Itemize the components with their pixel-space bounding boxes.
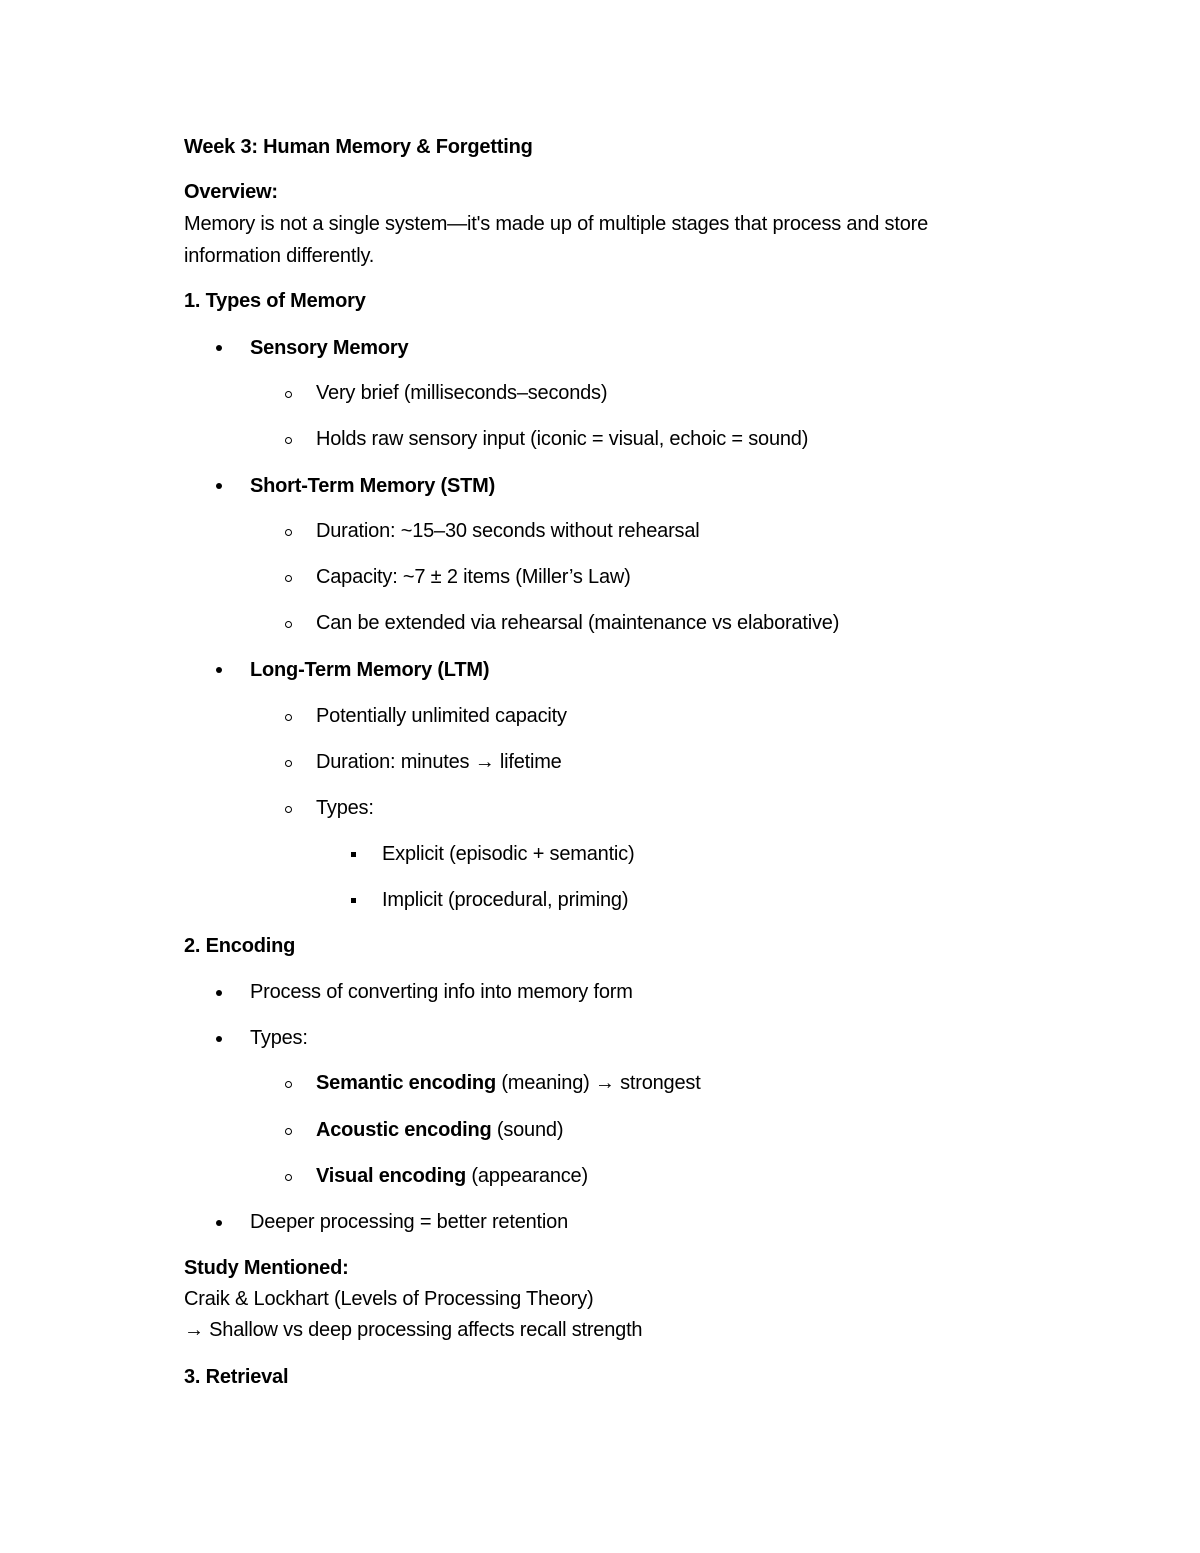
list-item: Potentially unlimited capacity bbox=[316, 705, 567, 727]
bullet-circle bbox=[285, 806, 292, 813]
list-item: Implicit (procedural, priming) bbox=[382, 889, 629, 911]
study-line-1: Craik & Lockhart (Levels of Processing Theory) bbox=[184, 1288, 594, 1310]
list-item: Types: bbox=[250, 1027, 308, 1049]
bullet-circle bbox=[285, 760, 292, 767]
overview-heading: Overview: bbox=[184, 181, 278, 203]
encoding-type-name: Semantic encoding bbox=[316, 1072, 496, 1094]
bullet-circle bbox=[285, 391, 292, 398]
encoding-type-detail: (meaning) → strongest bbox=[495, 1072, 701, 1094]
bullet-circle bbox=[285, 1128, 292, 1135]
bullet-dot bbox=[216, 1220, 222, 1226]
bullet-circle bbox=[285, 529, 292, 536]
document-title: Week 3: Human Memory & Forgetting bbox=[184, 136, 533, 158]
encoding-type-name: Visual encoding bbox=[316, 1165, 466, 1187]
bullet-dot bbox=[216, 1036, 222, 1042]
bullet-circle bbox=[285, 1081, 292, 1088]
list-item: Deeper processing = better retention bbox=[250, 1211, 568, 1233]
list-item: Explicit (episodic + semantic) bbox=[382, 843, 635, 865]
study-heading: Study Mentioned: bbox=[184, 1257, 349, 1279]
list-item: Duration: ~15–30 seconds without rehearsal bbox=[316, 520, 700, 542]
overview-text-line-1: Memory is not a single system—it's made up of multiple stages that process and store bbox=[184, 213, 929, 235]
study-line-2: → Shallow vs deep processing affects recall strength bbox=[184, 1319, 643, 1341]
bullet-dot bbox=[216, 345, 222, 351]
overview-text-line-2: information differently. bbox=[184, 245, 375, 267]
encoding-type-name: Acoustic encoding bbox=[316, 1119, 492, 1141]
list-item bbox=[316, 1164, 588, 1188]
bullet-circle bbox=[285, 1174, 292, 1181]
bullet-circle bbox=[285, 437, 292, 444]
section-3-heading: 3. Retrieval bbox=[184, 1366, 289, 1388]
bullet-circle bbox=[285, 714, 292, 721]
stm-label: Short-Term Memory (STM) bbox=[250, 475, 496, 497]
encoding-type-detail: (appearance) bbox=[466, 1165, 588, 1187]
bullet-dot bbox=[216, 990, 222, 996]
bullet-dot bbox=[216, 667, 222, 673]
encoding-type-detail: (sound) bbox=[491, 1119, 564, 1141]
ltm-label: Long-Term Memory (LTM) bbox=[250, 659, 490, 681]
list-item: Capacity: ~7 ± 2 items (Miller’s Law) bbox=[316, 566, 631, 588]
list-item bbox=[316, 1071, 701, 1095]
list-item: Process of converting info into memory form bbox=[250, 981, 633, 1003]
bullet-circle bbox=[285, 621, 292, 628]
sensory-memory-label: Sensory Memory bbox=[250, 337, 409, 359]
bullet-circle bbox=[285, 575, 292, 582]
list-item: Holds raw sensory input (iconic = visual, echoic = sound) bbox=[316, 428, 809, 450]
list-item: Very brief (milliseconds–seconds) bbox=[316, 382, 608, 404]
bullet-square bbox=[351, 898, 356, 903]
section-2-heading: 2. Encoding bbox=[184, 935, 296, 957]
list-item: Duration: minutes → lifetime bbox=[316, 751, 562, 773]
list-item: Types: bbox=[316, 797, 374, 819]
bullet-square bbox=[351, 852, 356, 857]
section-1-heading: 1. Types of Memory bbox=[184, 290, 366, 312]
bullet-dot bbox=[216, 483, 222, 489]
list-item bbox=[316, 1118, 563, 1142]
list-item: Can be extended via rehearsal (maintenance vs elaborative) bbox=[316, 612, 840, 634]
